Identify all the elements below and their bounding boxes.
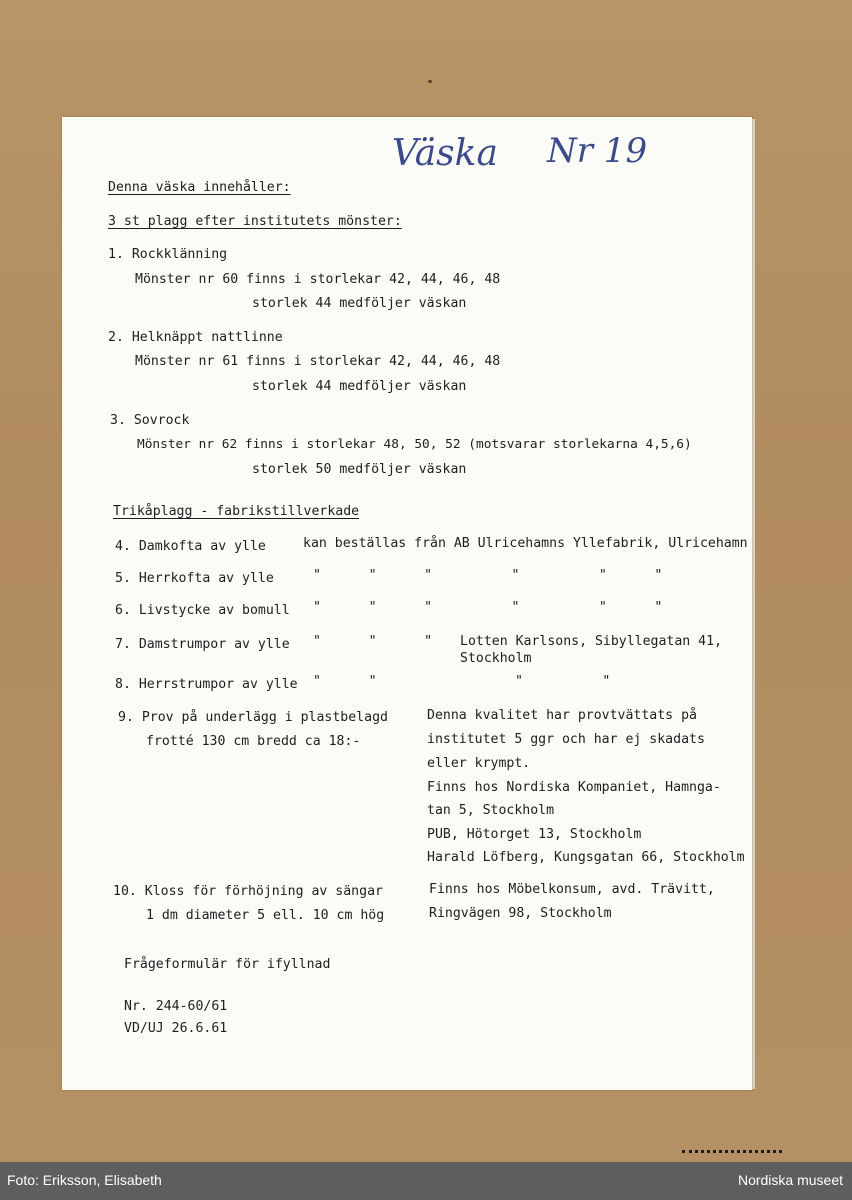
item6-label: 6. Livstycke av bomull: [115, 603, 290, 618]
item10-text1: Finns hos Möbelkonsum, avd. Trävitt,: [429, 882, 715, 897]
item3-line2: storlek 50 medföljer väskan: [252, 462, 467, 477]
document-page: [62, 117, 752, 1090]
item6-marks: " " " " " ": [313, 600, 663, 615]
item8-marks2: " ": [515, 674, 611, 689]
item9-text-6: Harald Löfberg, Kungsgatan 66, Stockholm: [427, 850, 745, 865]
item9-text-2: eller krympt.: [427, 756, 531, 771]
item9-text-4: tan 5, Stockholm: [427, 803, 555, 818]
item7-text1: Lotten Karlsons, Sibyllegatan 41,: [460, 634, 723, 649]
reference-date: VD/UJ 26.6.61: [124, 1021, 228, 1036]
item7-text2: Stockholm: [460, 651, 532, 666]
item10-label2: 1 dm diameter 5 ell. 10 cm hög: [146, 908, 385, 923]
form-note: Frågeformulär för ifyllnad: [124, 957, 331, 972]
speck: [428, 80, 432, 83]
item2-title: 2. Helknäppt nattlinne: [108, 330, 283, 345]
item7-label: 7. Damstrumpor av ylle: [115, 637, 290, 652]
item5-marks: " " " " " ": [313, 568, 663, 583]
item3-title: 3. Sovrock: [110, 413, 190, 428]
item8-marks: " ": [313, 674, 377, 689]
item2-line2: storlek 44 medföljer väskan: [252, 379, 467, 394]
item9-text-0: Denna kvalitet har provtvättats på: [427, 708, 697, 723]
item2-line1: Mönster nr 61 finns i storlekar 42, 44, 46, 48: [135, 354, 501, 369]
item7-marks: " " ": [313, 634, 433, 649]
item8-label: 8. Herrstrumpor av ylle: [115, 677, 298, 692]
reference-number: Nr. 244-60/61: [124, 999, 228, 1014]
item1-line1: Mönster nr 60 finns i storlekar 42, 44, 46, 48: [135, 272, 501, 287]
cut-off-inventory-number: [682, 1144, 782, 1162]
item4-text: kan beställas från AB Ulricehamns Yllefabrik, Ulricehamn: [303, 536, 748, 551]
photo-credit: Foto: Eriksson, Elisabeth: [7, 1172, 162, 1188]
section1-heading: 3 st plagg efter institutets mönster:: [108, 214, 402, 229]
item1-title: 1. Rockklänning: [108, 247, 228, 262]
doc-heading: Denna väska innehåller:: [108, 180, 291, 195]
item10-label1: 10. Kloss för förhöjning av sängar: [113, 884, 383, 899]
item4-label: 4. Damkofta av ylle: [115, 539, 266, 554]
handwritten-title: Väska: [392, 133, 498, 174]
handwritten-number: Nr 19: [547, 131, 648, 171]
item3-line1: Mönster nr 62 finns i storlekar 48, 50, 52 (motsvarar storlekarna 4,5,6): [137, 437, 692, 452]
item5-label: 5. Herrkofta av ylle: [115, 571, 274, 586]
section2-heading: Trikåplagg - fabrikstillverkade: [113, 504, 360, 519]
item9-text-1: institutet 5 ggr och har ej skadats: [427, 732, 705, 747]
item10-text2: Ringvägen 98, Stockholm: [429, 906, 612, 921]
item9-text-5: PUB, Hötorget 13, Stockholm: [427, 827, 642, 842]
item1-line2: storlek 44 medföljer väskan: [252, 296, 467, 311]
paper-edge: [752, 119, 755, 1089]
museum-name: Nordiska museet: [737, 1172, 843, 1188]
item9-text-3: Finns hos Nordiska Kompaniet, Hamnga-: [427, 780, 721, 795]
item9-label2: frotté 130 cm bredd ca 18:-: [146, 734, 361, 749]
photo-credit-bar: [0, 1162, 852, 1200]
item9-label1: 9. Prov på underlägg i plastbelagd: [118, 710, 388, 725]
